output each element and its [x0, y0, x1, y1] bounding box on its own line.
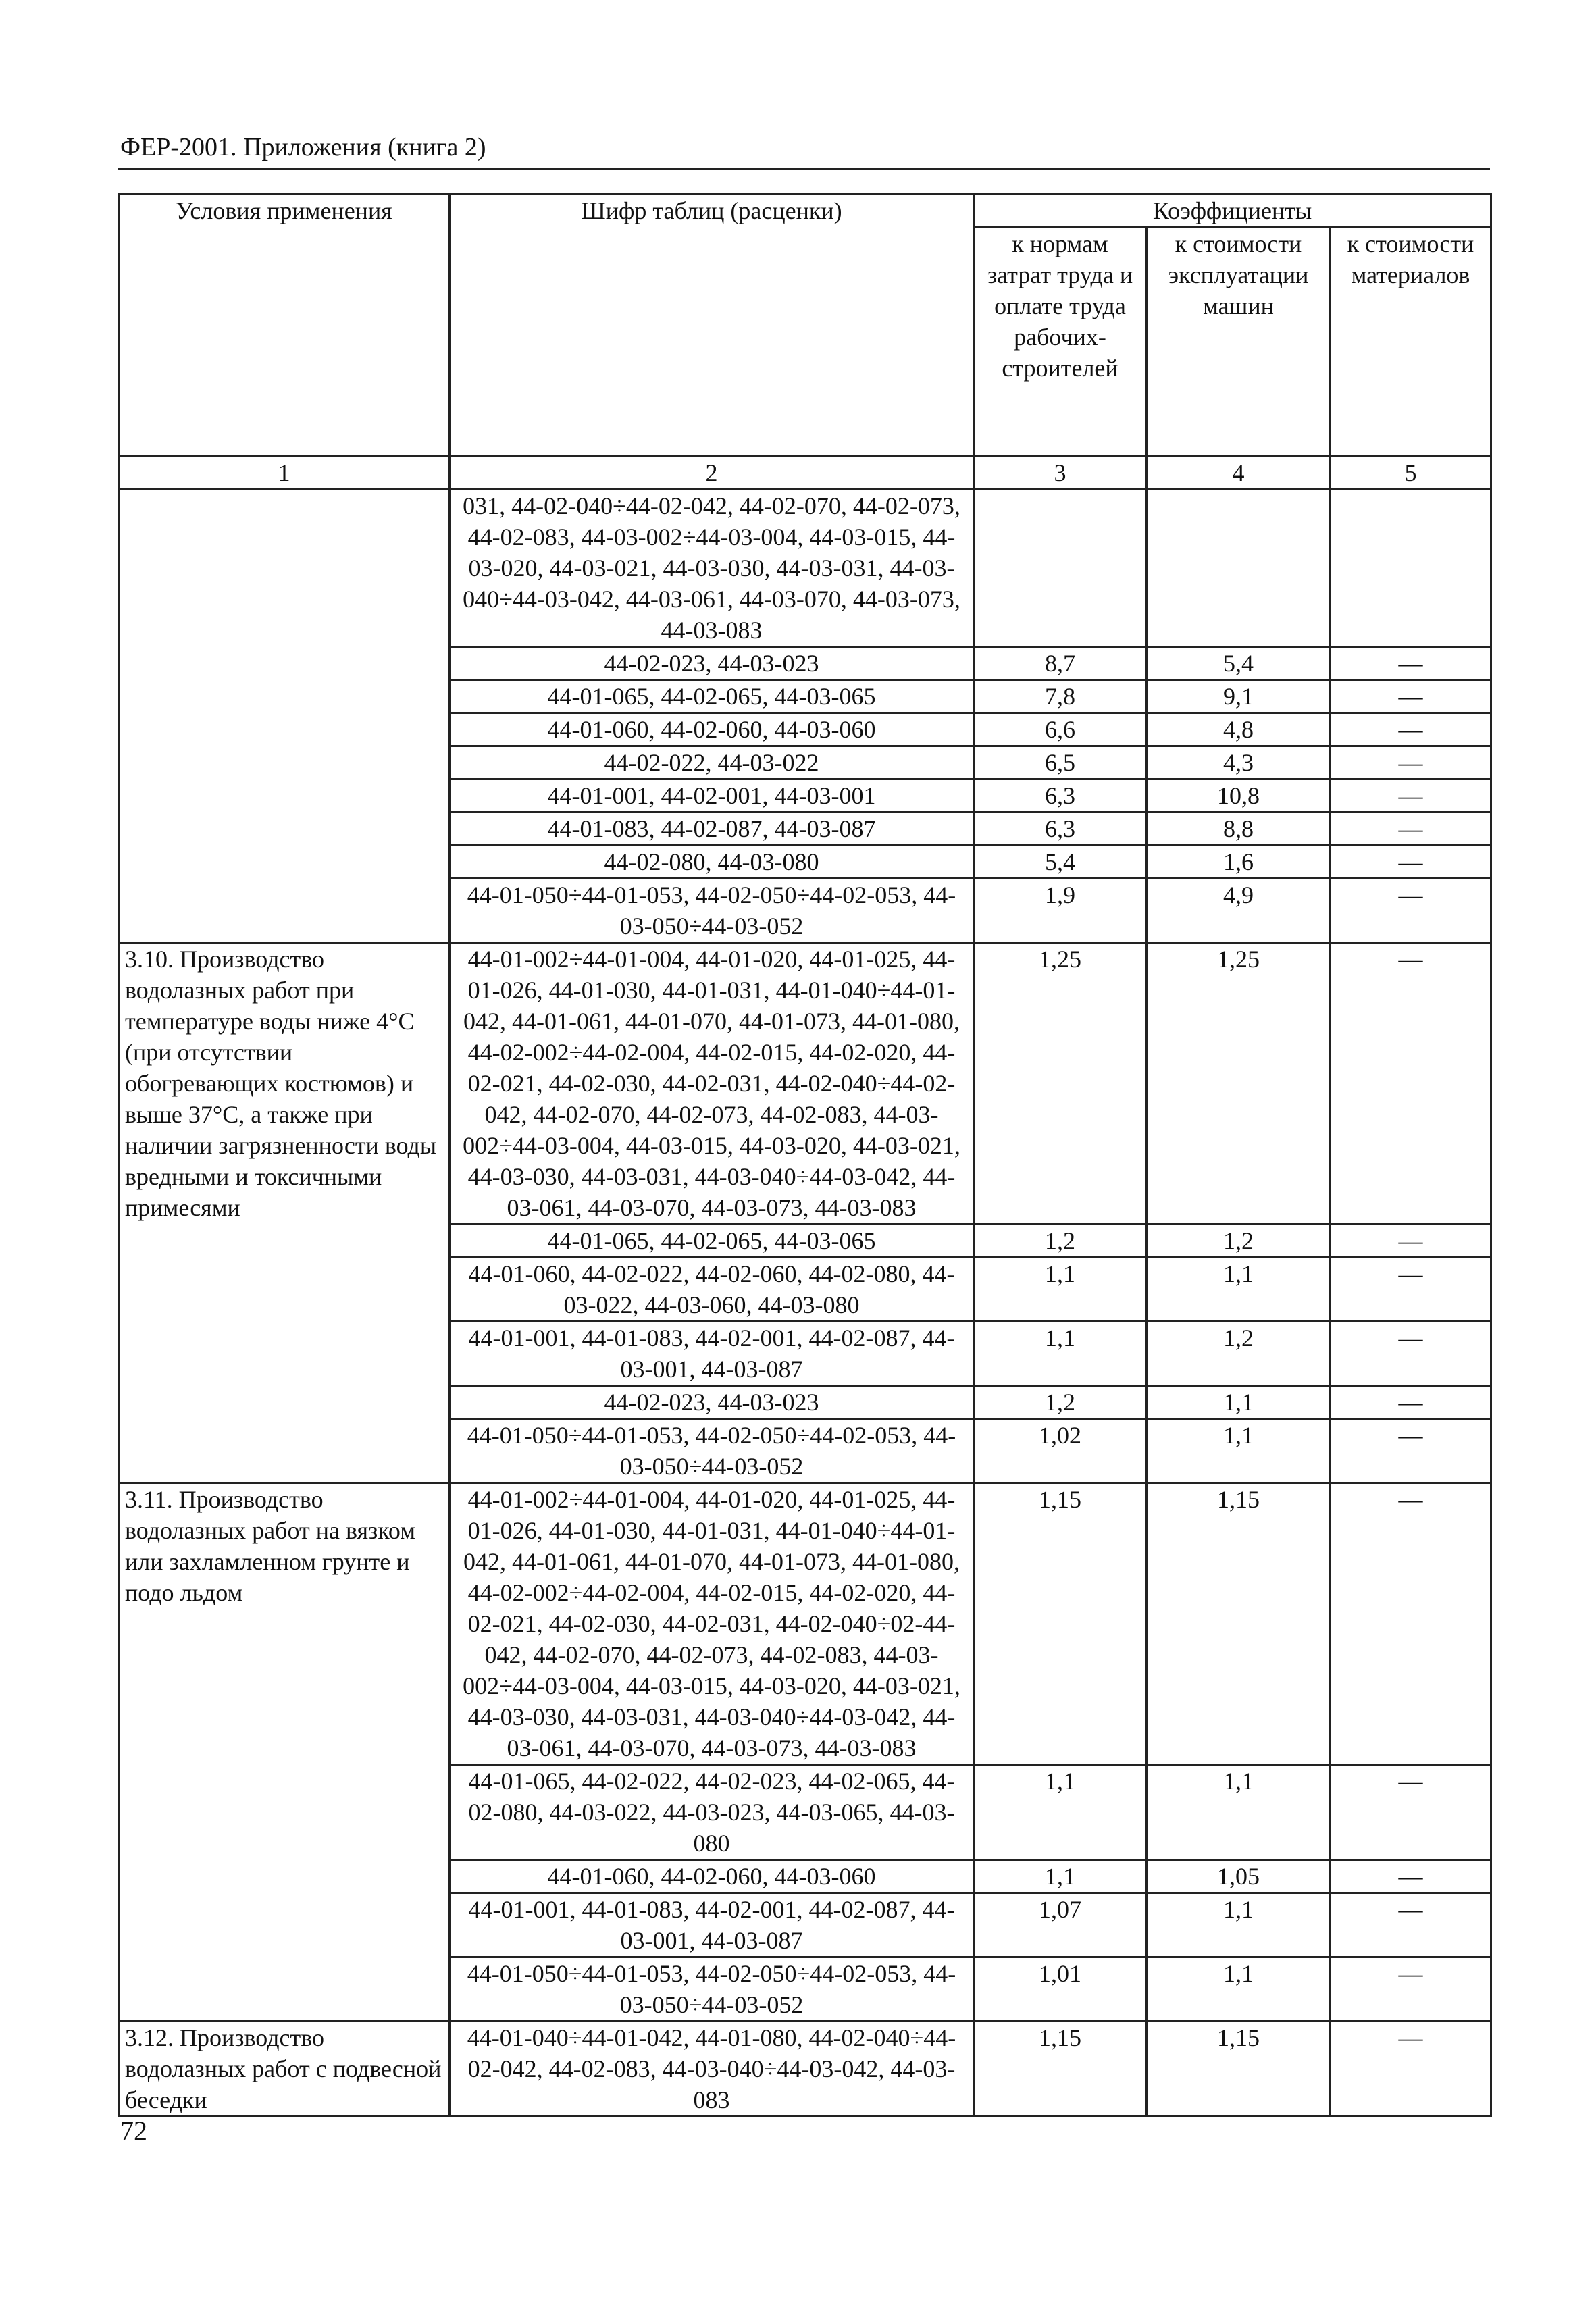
code-cell: 44-01-040÷44-01-042, 44-01-080, 44-02-040÷44-02-042, 44-02-083, 44-03-040÷44-03-042, 44-03-083	[450, 2022, 974, 2117]
labor-coefficient-cell: 5,4	[974, 846, 1147, 879]
machines-coefficient-cell: 1,1	[1147, 1957, 1331, 2022]
materials-coefficient-cell: —	[1331, 1225, 1491, 1258]
materials-coefficient-cell: —	[1331, 746, 1491, 779]
machines-coefficient-cell: 1,05	[1147, 1860, 1331, 1893]
labor-coefficient-cell: 1,02	[974, 1419, 1147, 1483]
code-cell: 44-02-080, 44-03-080	[450, 846, 974, 879]
machines-coefficient-cell: 1,2	[1147, 1225, 1331, 1258]
labor-coefficient-cell: 1,1	[974, 1765, 1147, 1860]
machines-coefficient-cell: 1,15	[1147, 2022, 1331, 2117]
materials-coefficient-cell: —	[1331, 1419, 1491, 1483]
materials-coefficient-cell: —	[1331, 813, 1491, 846]
materials-coefficient-cell: —	[1331, 1765, 1491, 1860]
column-number: 3	[974, 457, 1147, 490]
labor-coefficient-cell	[974, 490, 1147, 647]
materials-coefficient-cell: —	[1331, 879, 1491, 943]
table-row	[119, 2022, 1491, 2117]
code-cell: 44-02-023, 44-03-023	[450, 1386, 974, 1419]
materials-coefficient-cell: —	[1331, 1258, 1491, 1322]
machines-coefficient-cell: 4,3	[1147, 746, 1331, 779]
materials-coefficient-cell: —	[1331, 1322, 1491, 1386]
labor-coefficient-cell: 8,7	[974, 647, 1147, 680]
code-cell: 44-01-060, 44-02-060, 44-03-060	[450, 1860, 974, 1893]
labor-coefficient-cell: 6,3	[974, 779, 1147, 813]
materials-coefficient-cell: —	[1331, 1386, 1491, 1419]
materials-coefficient-cell: —	[1331, 1957, 1491, 2022]
code-cell: 44-01-060, 44-02-060, 44-03-060	[450, 713, 974, 746]
header-coefficients: Коэффициенты	[974, 195, 1491, 228]
labor-coefficient-cell: 1,25	[974, 943, 1147, 1225]
materials-coefficient-cell: —	[1331, 943, 1491, 1225]
code-cell: 44-01-001, 44-02-001, 44-03-001	[450, 779, 974, 813]
machines-coefficient-cell: 8,8	[1147, 813, 1331, 846]
column-number: 4	[1147, 457, 1331, 490]
machines-coefficient-cell: 4,9	[1147, 879, 1331, 943]
table-row	[119, 943, 1491, 1225]
materials-coefficient-cell: —	[1331, 1893, 1491, 1957]
machines-coefficient-cell: 5,4	[1147, 647, 1331, 680]
labor-coefficient-cell: 1,07	[974, 1893, 1147, 1957]
condition-cell: 3.11. Производство водолазных работ на вязком или захламленном грунте и подо льдом	[119, 1483, 450, 2022]
labor-coefficient-cell: 1,15	[974, 2022, 1147, 2117]
condition-cell: 3.12. Производство водолазных работ с подвесной беседки	[119, 2022, 450, 2117]
code-cell: 44-01-001, 44-01-083, 44-02-001, 44-02-087, 44-03-001, 44-03-087	[450, 1893, 974, 1957]
labor-coefficient-cell: 1,1	[974, 1860, 1147, 1893]
labor-coefficient-cell: 1,01	[974, 1957, 1147, 2022]
code-cell: 44-01-065, 44-02-022, 44-02-023, 44-02-065, 44-02-080, 44-03-022, 44-03-023, 44-03-065, 44-03-080	[450, 1765, 974, 1860]
labor-coefficient-cell: 1,1	[974, 1322, 1147, 1386]
header-conditions: Условия применения	[119, 195, 450, 457]
code-cell: 44-02-022, 44-03-022	[450, 746, 974, 779]
code-cell: 44-01-050÷44-01-053, 44-02-050÷44-02-053, 44-03-050÷44-03-052	[450, 1419, 974, 1483]
code-cell: 44-02-023, 44-03-023	[450, 647, 974, 680]
page-number: 72	[120, 2115, 147, 2146]
coefficients-table	[118, 193, 1492, 2117]
code-cell: 031, 44-02-040÷44-02-042, 44-02-070, 44-02-073, 44-02-083, 44-03-002÷44-03-004, 44-03-015, 44-03-020, 44-03-021, 44-03-030, 44-03-031, 44-03-040÷44-03-042, 44-03-061, 44-03-070, 44-03-073, 44-03-083	[450, 490, 974, 647]
machines-coefficient-cell: 1,25	[1147, 943, 1331, 1225]
code-cell: 44-01-050÷44-01-053, 44-02-050÷44-02-053, 44-03-050÷44-03-052	[450, 879, 974, 943]
labor-coefficient-cell: 1,15	[974, 1483, 1147, 1765]
materials-coefficient-cell: —	[1331, 680, 1491, 713]
code-cell: 44-01-065, 44-02-065, 44-03-065	[450, 1225, 974, 1258]
machines-coefficient-cell: 1,2	[1147, 1322, 1331, 1386]
labor-coefficient-cell: 6,6	[974, 713, 1147, 746]
materials-coefficient-cell: —	[1331, 1860, 1491, 1893]
machines-coefficient-cell: 1,1	[1147, 1893, 1331, 1957]
labor-coefficient-cell: 1,1	[974, 1258, 1147, 1322]
machines-coefficient-cell: 4,8	[1147, 713, 1331, 746]
column-number: 5	[1331, 457, 1491, 490]
labor-coefficient-cell: 1,2	[974, 1225, 1147, 1258]
materials-coefficient-cell	[1331, 490, 1491, 647]
code-cell: 44-01-001, 44-01-083, 44-02-001, 44-02-087, 44-03-001, 44-03-087	[450, 1322, 974, 1386]
labor-coefficient-cell: 1,9	[974, 879, 1147, 943]
header-labor: к нормам затрат труда и оплате труда рабочих-строителей	[974, 228, 1147, 457]
condition-cell: 3.10. Производство водолазных работ при температуре воды ниже 4°С (при отсутствии обогревающих костюмов) и выше 37°С, а также при наличии загрязненности воды вредными и токсичными примесями	[119, 943, 450, 1483]
code-cell: 44-01-050÷44-01-053, 44-02-050÷44-02-053, 44-03-050÷44-03-052	[450, 1957, 974, 2022]
machines-coefficient-cell: 1,1	[1147, 1258, 1331, 1322]
machines-coefficient-cell: 1,1	[1147, 1386, 1331, 1419]
materials-coefficient-cell: —	[1331, 846, 1491, 879]
labor-coefficient-cell: 7,8	[974, 680, 1147, 713]
header-machines: к стоимости эксплуатации машин	[1147, 228, 1331, 457]
labor-coefficient-cell: 6,5	[974, 746, 1147, 779]
labor-coefficient-cell: 6,3	[974, 813, 1147, 846]
code-cell: 44-01-060, 44-02-022, 44-02-060, 44-02-080, 44-03-022, 44-03-060, 44-03-080	[450, 1258, 974, 1322]
code-cell: 44-01-002÷44-01-004, 44-01-020, 44-01-025, 44-01-026, 44-01-030, 44-01-031, 44-01-040÷44-01-042, 44-01-061, 44-01-070, 44-01-073, 44-01-080, 44-02-002÷44-02-004, 44-02-015, 44-02-020, 44-02-021, 44-02-030, 44-02-031, 44-02-040÷02-44-042, 44-02-070, 44-02-073, 44-02-083, 44-03-002÷44-03-004, 44-03-015, 44-03-020, 44-03-021, 44-03-030, 44-03-031, 44-03-040÷44-03-042, 44-03-061, 44-03-070, 44-03-073, 44-03-083	[450, 1483, 974, 1765]
labor-coefficient-cell: 1,2	[974, 1386, 1147, 1419]
machines-coefficient-cell: 1,1	[1147, 1419, 1331, 1483]
materials-coefficient-cell: —	[1331, 1483, 1491, 1765]
column-number: 1	[119, 457, 450, 490]
header-materials: к стоимости материалов	[1331, 228, 1491, 457]
machines-coefficient-cell: 1,6	[1147, 846, 1331, 879]
column-number-row	[119, 457, 1491, 490]
condition-cell	[119, 490, 450, 943]
materials-coefficient-cell: —	[1331, 647, 1491, 680]
table-row	[119, 1483, 1491, 1765]
running-header: ФЕР-2001. Приложения (книга 2)	[120, 133, 486, 161]
materials-coefficient-cell: —	[1331, 713, 1491, 746]
machines-coefficient-cell: 9,1	[1147, 680, 1331, 713]
machines-coefficient-cell: 1,15	[1147, 1483, 1331, 1765]
code-cell: 44-01-083, 44-02-087, 44-03-087	[450, 813, 974, 846]
materials-coefficient-cell: —	[1331, 2022, 1491, 2117]
machines-coefficient-cell: 10,8	[1147, 779, 1331, 813]
table-row	[119, 490, 1491, 647]
code-cell: 44-01-065, 44-02-065, 44-03-065	[450, 680, 974, 713]
materials-coefficient-cell: —	[1331, 779, 1491, 813]
machines-coefficient-cell	[1147, 490, 1331, 647]
column-number: 2	[450, 457, 974, 490]
header-codes: Шифр таблиц (расценки)	[450, 195, 974, 457]
machines-coefficient-cell: 1,1	[1147, 1765, 1331, 1860]
header-rule	[118, 168, 1490, 170]
code-cell: 44-01-002÷44-01-004, 44-01-020, 44-01-025, 44-01-026, 44-01-030, 44-01-031, 44-01-040÷44-01-042, 44-01-061, 44-01-070, 44-01-073, 44-01-080, 44-02-002÷44-02-004, 44-02-015, 44-02-020, 44-02-021, 44-02-030, 44-02-031, 44-02-040÷44-02-042, 44-02-070, 44-02-073, 44-02-083, 44-03-002÷44-03-004, 44-03-015, 44-03-020, 44-03-021, 44-03-030, 44-03-031, 44-03-040÷44-03-042, 44-03-061, 44-03-070, 44-03-073, 44-03-083	[450, 943, 974, 1225]
